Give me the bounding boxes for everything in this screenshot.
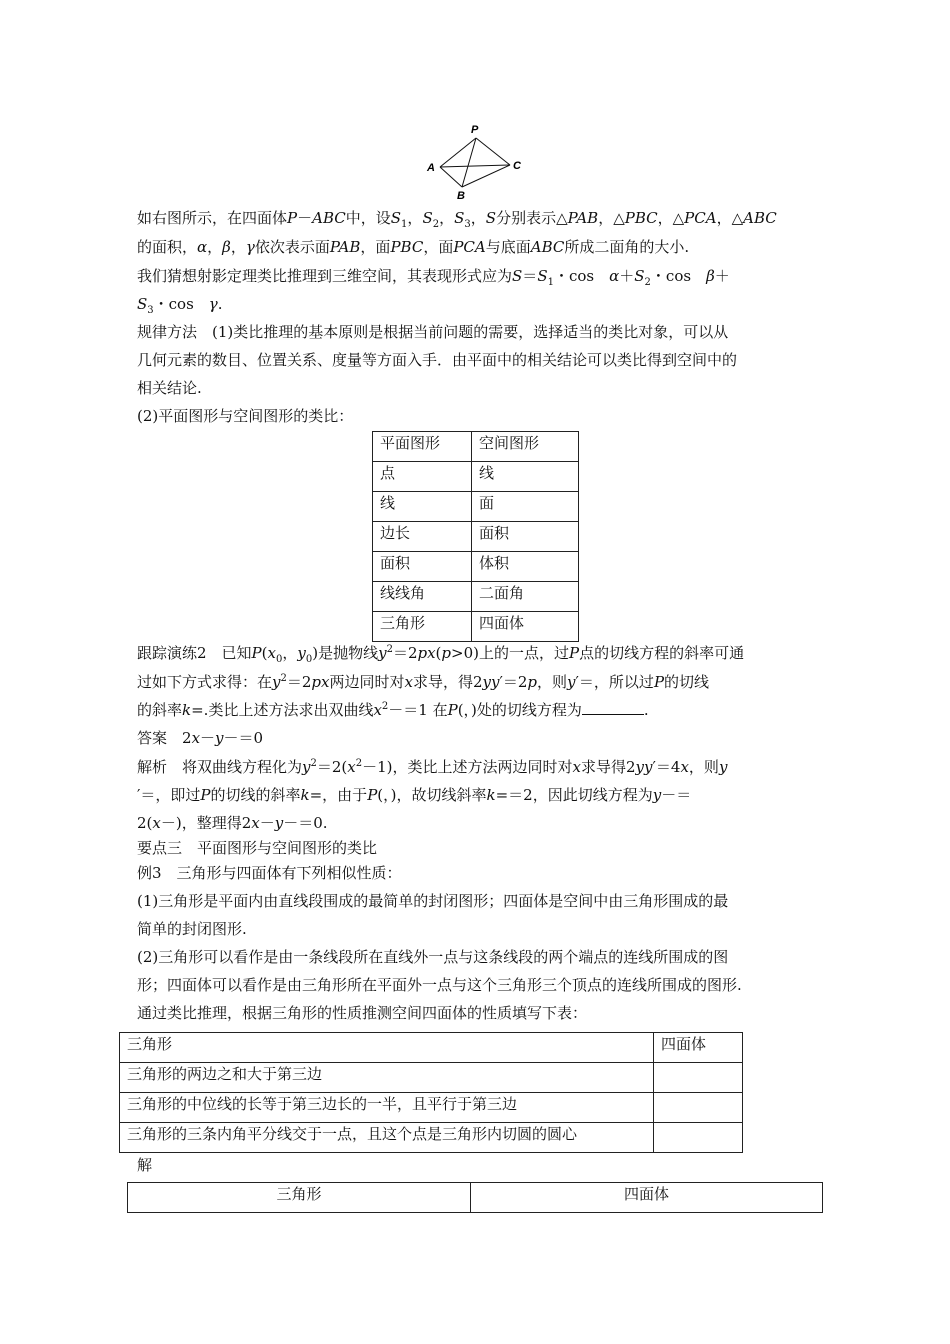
table-cell: 面积 <box>373 552 472 582</box>
vertex-label-c: C <box>513 160 521 172</box>
table-cell: 三角形的三条内角平分线交于一点，且这个点是三角形内切圆的圆心 <box>120 1123 654 1153</box>
table-header-cell: 三角形 <box>120 1033 654 1063</box>
table-cell: 面积 <box>472 522 579 552</box>
answer-blank <box>582 700 644 715</box>
table-row <box>373 582 579 612</box>
table-cell: 平面图形 <box>373 432 472 462</box>
exercise-line-2: 过如下方式求得：在$y^2=2px$两边同时对x求导，得2yy′＝2p，则y′＝，所以过P的切线 <box>137 673 710 691</box>
property-2-line-2: 形；四面体可以看作是由三角形所在平面外一点与这个三角形三个顶点的连线所围成的图形. <box>137 976 742 994</box>
table-header-cell: 四面体 <box>471 1183 823 1213</box>
edge-pa <box>440 138 476 167</box>
exercise-line-1: 跟踪演练2 已知$P(x_0$，$y_0$)是抛物线$y^2=2px(p>0)$上的一点，过P点的切线方程的斜率可通 <box>137 644 745 665</box>
answer-line: 答案 2x－y－＝0 <box>137 729 264 747</box>
table-row <box>373 492 579 522</box>
table-row <box>373 612 579 642</box>
table-cell: 体积 <box>472 552 579 582</box>
method-line-4: (2)平面图形与空间图形的类比： <box>137 407 354 425</box>
edge-ac <box>440 165 510 167</box>
table-row <box>120 1093 743 1123</box>
vertex-label-a: A <box>427 162 435 174</box>
table-row <box>120 1063 743 1093</box>
table-row <box>373 432 579 462</box>
table-header-cell: 四面体 <box>654 1033 743 1063</box>
table-cell: 三角形的两边之和大于第三边 <box>120 1063 654 1093</box>
table-cell: 线 <box>373 492 472 522</box>
method-line-2: 几何元素的数目、位置关系、度量等方面入手．由平面中的相关结论可以类比得到空间中的 <box>137 351 738 369</box>
property-1-line-2: 简单的封闭图形. <box>137 920 247 938</box>
edge-pc <box>476 138 510 165</box>
intro-line-1: 如右图所示，在四面体P－ABC中，设$S_1$，$S_2$，$S_3$，S分别表示△PAB，△PBC，△PCA，△ABC <box>137 209 777 230</box>
table-cell: 三角形 <box>373 612 472 642</box>
table-row <box>120 1123 743 1153</box>
table-row <box>120 1033 743 1063</box>
method-line-1: 规律方法 (1)类比推理的基本原则是根据当前问题的需要，选择适当的类比对象，可以从 <box>137 323 729 341</box>
table-cell: 点 <box>373 462 472 492</box>
edge-bc <box>462 165 510 187</box>
table-cell: 空间图形 <box>472 432 579 462</box>
tetrahedron-figure <box>420 122 530 202</box>
table-cell <box>654 1093 743 1123</box>
solution-table <box>127 1182 823 1213</box>
table-row <box>373 552 579 582</box>
property-2-line-1: (2)三角形可以看作是由一条线段所在直线外一点与这条线段的两个端点的连线所围成的图 <box>137 948 729 966</box>
table-cell: 线线角 <box>373 582 472 612</box>
example-title: 例3 三角形与四面体有下列相似性质： <box>137 864 402 882</box>
table-cell: 边长 <box>373 522 472 552</box>
table-cell: 三角形的中位线的长等于第三边长的一半，且平行于第三边 <box>120 1093 654 1123</box>
table-cell: 线 <box>472 462 579 492</box>
intro-line-2: 的面积，α，β，γ依次表示面PAB，面PBC，面PCA与底面ABC所成二面角的大小. <box>137 238 690 256</box>
analysis-line-1: 解析 将双曲线方程化为$y^2=2(x^2-1)$，类比上述方法两边同时对x求导得2yy′＝4x，则y <box>137 758 728 776</box>
property-1-line-1: (1)三角形是平面内由直线段围成的最简单的封闭图形；四面体是空间中由三角形围成的最 <box>137 892 729 910</box>
table-cell: 二面角 <box>472 582 579 612</box>
table-cell: 四面体 <box>472 612 579 642</box>
analogy-table <box>372 431 579 642</box>
solution-label: 解 <box>137 1156 153 1174</box>
analysis-line-3: 2(x－)，整理得2x－y－＝0. <box>137 814 328 832</box>
table-cell <box>654 1123 743 1153</box>
instruction-line: 通过类比推理，根据三角形的性质推测空间四面体的性质填写下表： <box>137 1004 588 1022</box>
analysis-line-2: ′＝，即过P的切线的斜率k=，由于P(，)，故切线斜率k=＝2，因此切线方程为y－＝ <box>137 786 692 804</box>
section-heading: 要点三 平面图形与空间图形的类比 <box>137 839 378 857</box>
table-row <box>373 522 579 552</box>
intro-line-4: $S_3$・cos γ. <box>137 295 223 316</box>
table-cell: 面 <box>472 492 579 522</box>
exercise-line-3: 的斜率k=.类比上述方法求出双曲线$x^2-=1$ 在P(，)处的切线方程为 . <box>137 701 649 719</box>
method-line-3: 相关结论. <box>137 379 202 397</box>
table-row <box>128 1183 823 1213</box>
vertex-label-b: B <box>457 190 465 202</box>
table-header-cell: 三角形 <box>128 1183 471 1213</box>
intro-line-3: 我们猜想射影定理类比推理到三维空间，其表现形式应为$S=S_1$・cos $\alpha+S_2$・cos β＋ <box>137 267 730 288</box>
edge-ab <box>440 167 462 187</box>
edge-pb <box>462 138 476 187</box>
property-table <box>119 1032 743 1153</box>
table-row <box>373 462 579 492</box>
vertex-label-p: P <box>471 124 479 136</box>
table-cell <box>654 1063 743 1093</box>
